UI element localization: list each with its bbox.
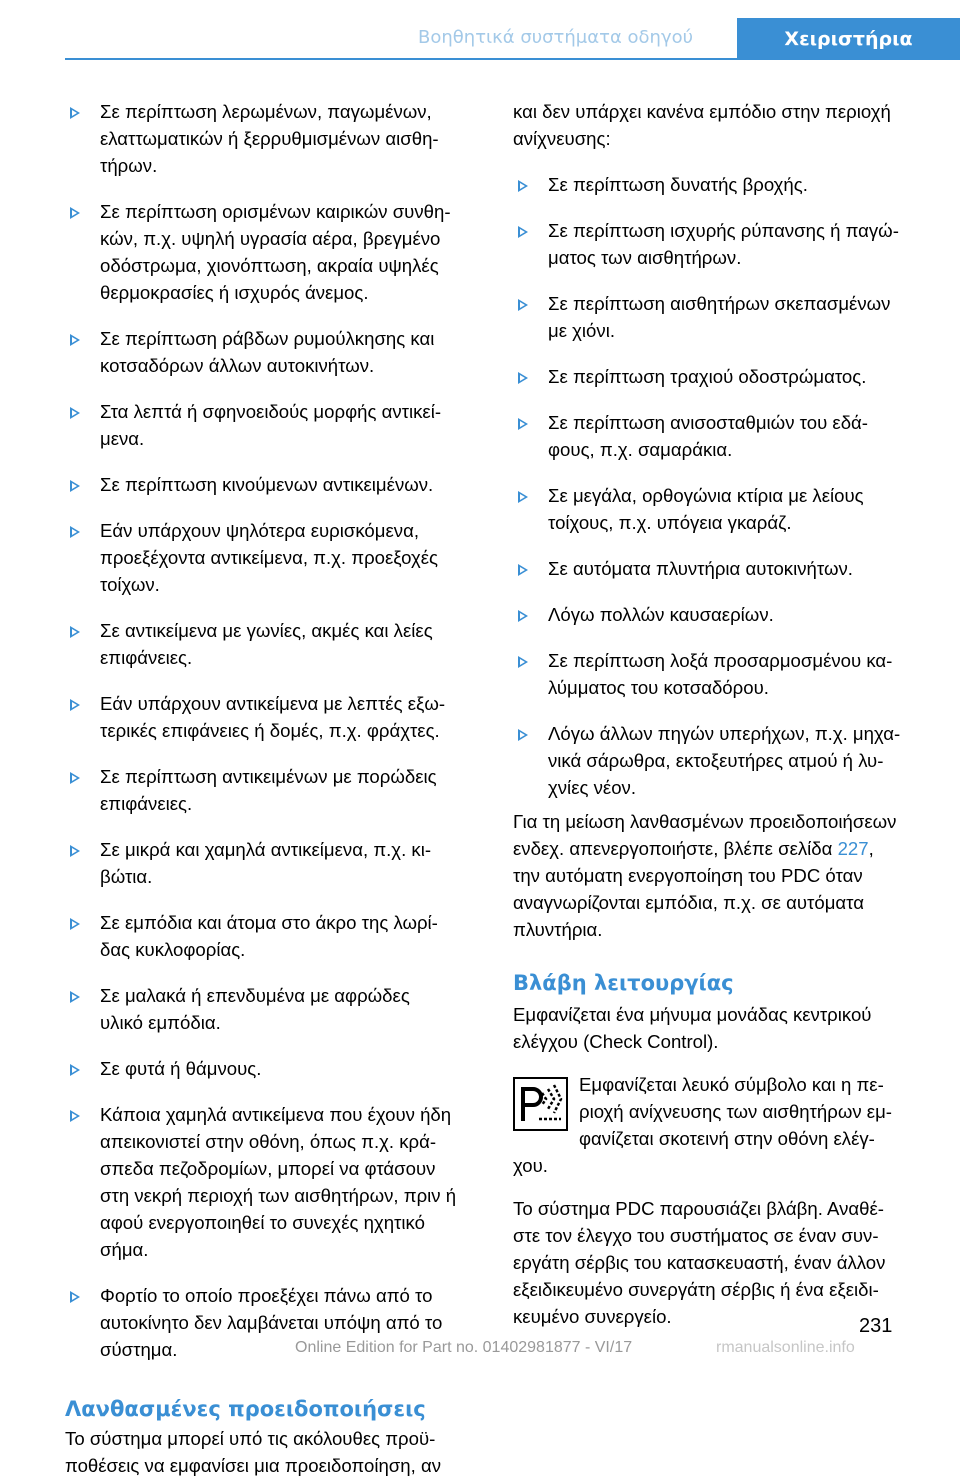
bullet-triangle-icon [70, 107, 80, 119]
list-item-line: σπεδα πεζοδρομίων, μπορεί να φτάσουν [100, 1158, 436, 1179]
bullet-triangle-icon [518, 491, 528, 503]
list-item-line: Σε περίπτωση λερωμένων, παγωμένων, [100, 101, 432, 122]
text-line: Το σύστημα μπορεί υπό τις ακόλουθες προϋ- [65, 1428, 436, 1449]
list-item-line: ελαττωματικών ή ξερρυθμισμένων αισθη- [100, 128, 439, 149]
list-item-line: τοίχους, π.χ. υπόγεια γκαράζ. [548, 512, 792, 533]
list-item-line: επιφάνειες. [100, 793, 193, 814]
list-item-line: Σε περίπτωση λοξά προσαρμοσμένου κα- [548, 650, 893, 671]
bullet-triangle-icon [70, 1110, 80, 1122]
list-item-line: αυτοκίνητο δεν λαμβάνεται υπόψη από το [100, 1312, 443, 1333]
list-item [513, 171, 928, 198]
list-item-line: Φορτίο το οποίο προεξέχει πάνω από το [100, 1285, 433, 1306]
text-line: αναγνωρίζονται εμπόδια, π.χ. σε αυτόματα [513, 892, 864, 913]
bullet-triangle-icon [70, 699, 80, 711]
list-item-line: τοίχων. [100, 574, 160, 595]
left-bullet-list [65, 98, 480, 1363]
list-item-line: αφού ενεργοποιηθεί το συνεχές ηχητικό [100, 1212, 425, 1233]
bullet-triangle-icon [70, 480, 80, 492]
list-item-line: φους, π.χ. σαμαράκια. [548, 439, 733, 460]
bullet-triangle-icon [518, 418, 528, 430]
list-item-line: Σε φυτά ή θάμνους. [100, 1058, 262, 1079]
bullet-triangle-icon [518, 226, 528, 238]
page-number: 231 [859, 1315, 893, 1337]
section-title: Βοηθητικά συστήματα οδηγού [418, 27, 694, 48]
text-span: , [868, 838, 874, 859]
bullet-triangle-icon [70, 407, 80, 419]
list-item-line: οδόστρωμα, χιονόπτωση, ακραία υψηλές [100, 255, 439, 276]
text-line: εργάτη σέρβις του κατασκευαστή, έναν άλλον [513, 1252, 886, 1273]
bullet-triangle-icon [70, 991, 80, 1003]
list-item-line: κών, π.χ. υψηλή υγρασία αέρα, βρεγμένο [100, 228, 441, 249]
text-line: Για τη μείωση λανθασμένων προειδοποιήσεων [513, 811, 897, 832]
reduce-warnings-paragraph [513, 808, 928, 943]
list-item-line: χνίες νέον. [548, 777, 636, 798]
list-item-line: Σε περίπτωση αισθητήρων σκεπασμένων [548, 293, 891, 314]
list-item-line: υλικό εμπόδια. [100, 1012, 221, 1033]
list-item-line: Λόγω πολλών καυσαερίων. [548, 604, 774, 625]
list-item [65, 1101, 480, 1263]
text-line: και δεν υπάρχει κανένα εμπόδιο στην περιοχή [513, 101, 891, 122]
text-span: ενδεχ. απενεργοποιήστε, βλέπε σελίδα [513, 838, 838, 859]
bullet-triangle-icon [518, 564, 528, 576]
right-column [513, 98, 928, 1330]
list-item-line: απεικονιστεί στην οθόνη, όπως π.χ. κρά- [100, 1131, 437, 1152]
bullet-triangle-icon [70, 626, 80, 638]
list-item-line: Στα λεπτά ή σφηνοειδούς μορφής αντικεί- [100, 401, 442, 422]
list-item-line: Σε μαλακά ή επενδυμένα με αφρώδες [100, 985, 410, 1006]
list-item [65, 617, 480, 671]
list-item-line: λύμματος του κοτσαδόρου. [548, 677, 769, 698]
list-item-line: τερικές επιφάνειες ή δομές, π.χ. φράχτες. [100, 720, 440, 741]
list-item-line: Κάποια χαμηλά αντικείμενα που έχουν ήδη [100, 1104, 452, 1125]
list-item [513, 601, 928, 628]
text-line: πλυντήρια. [513, 919, 603, 940]
list-item-line: Σε περίπτωση ανισοσταθμιών του εδά- [548, 412, 868, 433]
text-line: Το σύστημα PDC παρουσιάζει βλάβη. Αναθέ- [513, 1198, 884, 1219]
list-item-line: μενα. [100, 428, 145, 449]
list-item-line: θερμοκρασίες ή ισχυρός άνεμος. [100, 282, 369, 303]
text-line: ανίχνευσης: [513, 128, 611, 149]
text-line: ποθέσεις να εμφανίσει μια προειδοποίηση, αν [65, 1455, 441, 1476]
list-item-line: Σε περίπτωση ράβδων ρυμούλκησης και [100, 328, 435, 349]
list-item [65, 909, 480, 963]
list-item-line: στη νεκρή περιοχή των αισθητήρων, πριν ή [100, 1185, 457, 1206]
list-item [513, 363, 928, 390]
text-line: Εμφανίζεται λευκό σύμβολο και η πε- [579, 1074, 884, 1095]
list-item-line: προεξέχοντα αντικείμενα, π.χ. προεξοχές [100, 547, 438, 568]
text-line: χου. [513, 1155, 548, 1176]
malfunction-paragraph [513, 1001, 928, 1055]
list-item-line: δας κυκλοφορίας. [100, 939, 246, 960]
bullet-triangle-icon [518, 656, 528, 668]
bullet-triangle-icon [70, 334, 80, 346]
left-column [65, 98, 480, 1479]
bullet-triangle-icon [518, 610, 528, 622]
bullet-triangle-icon [70, 1291, 80, 1303]
bullet-triangle-icon [70, 526, 80, 538]
list-item-line: Σε περίπτωση ορισμένων καιρικών συνθη- [100, 201, 451, 222]
bullet-triangle-icon [518, 180, 528, 192]
list-item [65, 1055, 480, 1082]
bullet-triangle-icon [518, 299, 528, 311]
list-item-line: σύστημα. [100, 1339, 178, 1360]
text-line: ελέγχου (Check Control). [513, 1031, 719, 1052]
list-item-line: βώτια. [100, 866, 153, 887]
pdc-warning-icon [513, 1077, 568, 1131]
list-item-line: Σε μεγάλα, ορθογώνια κτίρια με λείους [548, 485, 864, 506]
list-item [513, 290, 928, 344]
text-line: Εμφανίζεται ένα μήνυμα μονάδας κεντρικού [513, 1004, 872, 1025]
bullet-triangle-icon [518, 372, 528, 384]
footer-edition: Online Edition for Part no. 01402981877 - VI/17 [295, 1339, 633, 1356]
list-item-line: επιφάνειες. [100, 647, 193, 668]
list-item [65, 763, 480, 817]
bullet-triangle-icon [70, 1064, 80, 1076]
page-link[interactable]: 227 [837, 838, 869, 859]
list-item [65, 398, 480, 452]
footer-watermark: rmanualsonline.info [716, 1339, 855, 1356]
list-item [65, 690, 480, 744]
bullet-triangle-icon [518, 729, 528, 741]
list-item [513, 647, 928, 701]
list-item [65, 98, 480, 179]
list-item-line: κοτσαδόρων άλλων αυτοκινήτων. [100, 355, 375, 376]
list-item-line: Σε αντικείμενα με γωνίες, ακμές και λείες [100, 620, 433, 641]
list-item [65, 517, 480, 598]
false-warnings-paragraph [65, 1425, 480, 1479]
list-item-line: Σε περίπτωση δυνατής βροχής. [548, 174, 808, 195]
list-item [65, 836, 480, 890]
list-item [65, 982, 480, 1036]
text-line: στε τον έλεγχο του συστήματος σε έναν συν- [513, 1225, 879, 1246]
text-line: κευμένο συνεργείο. [513, 1306, 672, 1327]
indicator-note [513, 1071, 928, 1179]
chapter-tab: Χειριστήρια [737, 18, 960, 60]
list-item-line: Σε περίπτωση ισχυρής ρύπανσης ή παγώ- [548, 220, 899, 241]
list-item [513, 217, 928, 271]
text-line: την αυτόματη ενεργοποίηση του PDC όταν [513, 865, 863, 886]
list-item [513, 482, 928, 536]
text-line: ριοχή ανίχνευσης των αισθητήρων εμ- [579, 1101, 892, 1122]
list-item [65, 325, 480, 379]
list-item-line: Σε περίπτωση τραχιού οδοστρώματος. [548, 366, 867, 387]
text-line: εξειδικευμένο συνεργάτη σέρβις ή ένα εξειδι- [513, 1279, 879, 1300]
list-item-line: τήρων. [100, 155, 158, 176]
text-line [513, 835, 928, 862]
list-item-line: Σε μικρά και χαμηλά αντικείμενα, π.χ. κι- [100, 839, 432, 860]
list-item-line: Σε περίπτωση κινούμενων αντικειμένων. [100, 474, 434, 495]
malfunction-heading: Βλάβη λειτουργίας [513, 971, 734, 995]
text-line: φανίζεται σκοτεινή στην οθόνη ελέγ- [579, 1128, 875, 1149]
false-warnings-heading: Λανθασμένες προειδοποιήσεις [65, 1397, 426, 1421]
list-item [513, 720, 928, 801]
bullet-triangle-icon [70, 918, 80, 930]
list-item-line: Εάν υπάρχουν αντικείμενα με λεπτές εξω- [100, 693, 446, 714]
bullet-triangle-icon [70, 772, 80, 784]
list-item-line: Εάν υπάρχουν ψηλότερα ευρισκόμενα, [100, 520, 419, 541]
bullet-triangle-icon [70, 207, 80, 219]
list-item [513, 555, 928, 582]
list-item-line: νικά σάρωθρα, εκτοξευτήρες ατμού ή λυ- [548, 750, 884, 771]
intro-paragraph [513, 98, 928, 152]
list-item-line: ματος των αισθητήρων. [548, 247, 742, 268]
list-item-line: Σε αυτόματα πλυντήρια αυτοκινήτων. [548, 558, 853, 579]
list-item-line: Σε εμπόδια και άτομα στο άκρο της λωρί- [100, 912, 438, 933]
list-item [65, 471, 480, 498]
header-rule [65, 58, 737, 60]
bullet-triangle-icon [70, 845, 80, 857]
list-item [513, 409, 928, 463]
list-item-line: με χιόνι. [548, 320, 615, 341]
list-item [65, 198, 480, 306]
list-item-line: σήμα. [100, 1239, 149, 1260]
service-paragraph [513, 1195, 928, 1330]
list-item-line: Σε περίπτωση αντικειμένων με πορώδεις [100, 766, 437, 787]
right-bullet-list [513, 171, 928, 801]
list-item-line: Λόγω άλλων πηγών υπερήχων, π.χ. μηχα- [548, 723, 901, 744]
